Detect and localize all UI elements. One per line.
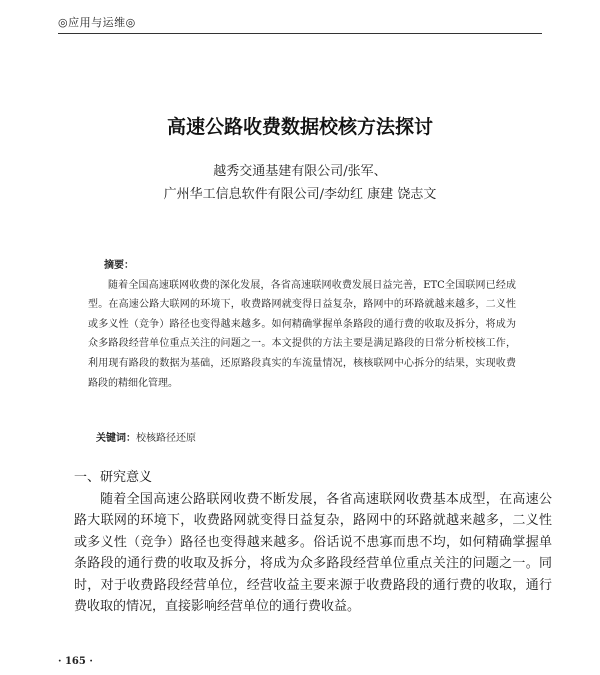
abstract-text: 随着全国高速联网收费的深化发展，各省高速联网收费发展日益完善，ETC全国联网已经成型。在高速公路大联网的环境下，收费路网就变得日益复杂，路网中的环路就越来越多，二义性或多义性（竞争）路径也变得越来越多。如何精确掌握单条路段的通行费的收取及拆分，将成为众多路段经营单位重点关注的问题之一。本文提供的方法主要是满足路段的日常分析校核工作，利用现有路段的数据为基础，还原路段真实的车流量情况，核核联网中心拆分的结果，实现收费路段的精细化管理。 xyxy=(88,279,516,389)
author-line-2: 广州华工信息软件有限公司/李幼红 康建 饶志文 xyxy=(163,187,437,202)
keywords xyxy=(96,429,196,444)
author-line-1: 越秀交通基建有限公司/张军、 xyxy=(213,164,387,179)
abstract xyxy=(88,256,516,393)
header-divider xyxy=(58,33,542,34)
keywords-text: 校核路径还原 xyxy=(136,433,196,444)
author-block xyxy=(0,160,600,206)
paper-title: 高速公路收费数据校核方法探讨 xyxy=(166,116,433,138)
abstract-label: 摘要： xyxy=(104,260,134,271)
section-paragraph: 随着全国高速公路联网收费不断发展，各省高速联网收费基本成型，在高速公路大联网的环境下，收费路网就变得日益复杂，路网中的环路就越来越多，二义性或多义性（竞争）路径也变得越来越多。俗话说不患寡而患不均，如何精确掌握单条路段的通行费的收取及拆分，将成为众多路段经营单位重点关注的问题之一。同时，对于收费路段经营单位，经营收益主要来源于收费路段的通行费的收取，通行费收取的情况，直接影响经营单位的通行费收益。 xyxy=(74,492,552,615)
section-heading: 一、研究意义 xyxy=(74,470,153,485)
journal-column-header: ◎应用与运维◎ xyxy=(58,16,136,29)
keywords-label: 关键词： xyxy=(96,433,136,444)
page-number: · 165 · xyxy=(58,656,93,667)
